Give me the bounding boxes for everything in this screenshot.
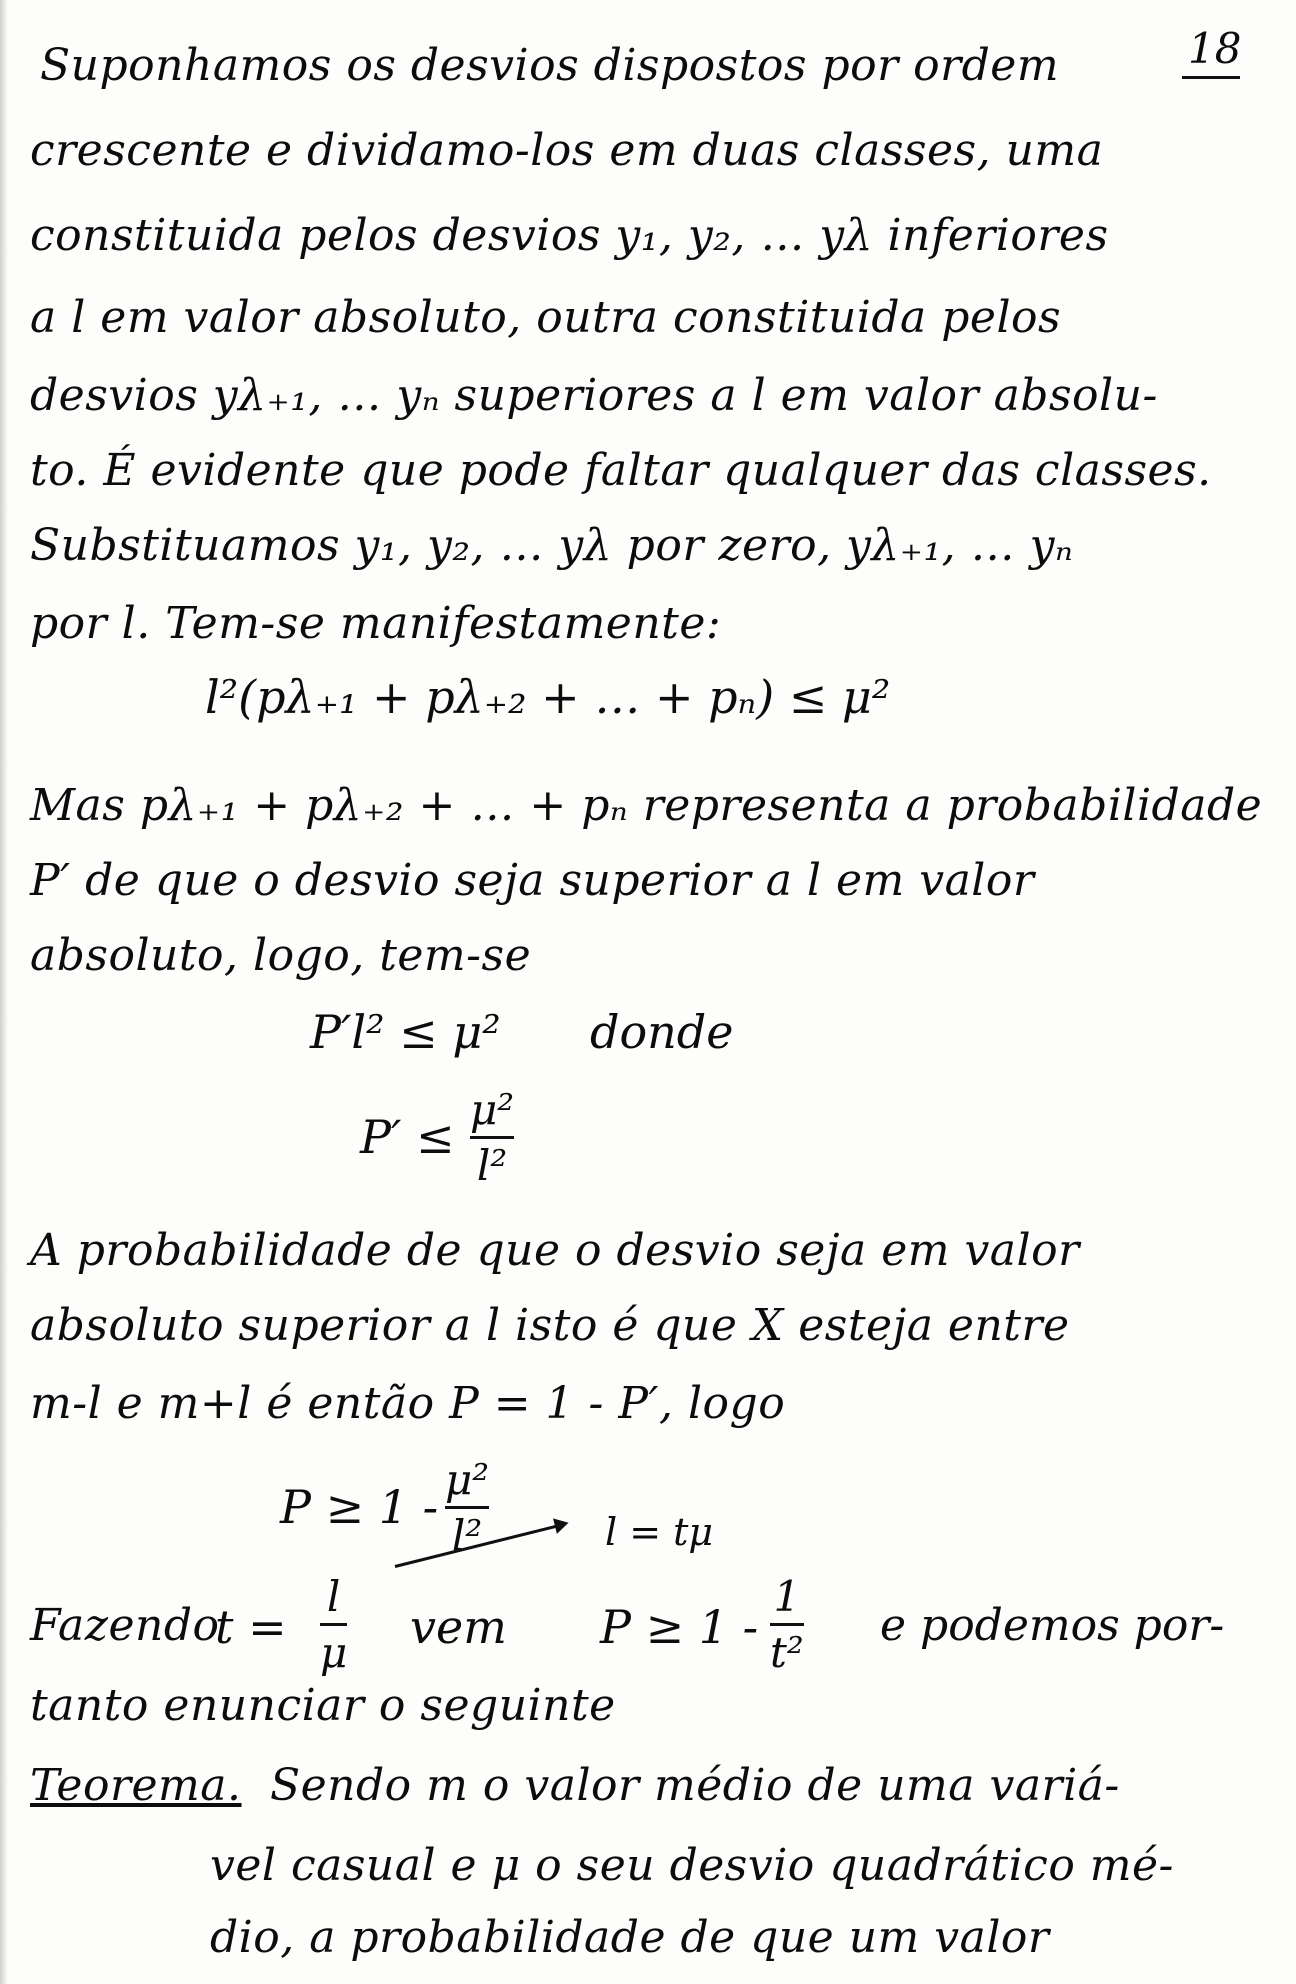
inequality-5-left: P ≥ 1 - — [600, 1600, 759, 1654]
fraction-numerator: μ² — [445, 1455, 490, 1504]
inequality-4-left: P ≥ 1 - — [280, 1480, 439, 1534]
note-l-equals-t-mu: l = tμ — [605, 1510, 714, 1554]
fraction-numerator: l — [326, 1572, 341, 1621]
fraction-numerator: μ² — [470, 1085, 515, 1134]
text-line-6: to. É evidente que pode faltar qualquer das classes. — [30, 445, 1212, 496]
fraction-denominator: μ — [320, 1628, 348, 1677]
fraction-numerator: 1 — [773, 1572, 801, 1621]
inequality-1: l²(pλ₊₁ + pλ₊₂ + … + pₙ) ≤ μ² — [205, 670, 891, 724]
text-line-5: desvios yλ₊₁, … yₙ superiores a l em valor absolu- — [30, 370, 1158, 421]
teorema-line-3: dio, a probabilidade de que um valor — [210, 1912, 1050, 1963]
text-line-10: P′ de que o desvio seja superior a l em valor — [30, 855, 1035, 906]
inequality-2: P′l² ≤ μ² — [310, 1005, 501, 1059]
fraction-mu2-over-l2 — [470, 1085, 514, 1190]
text-line-2: crescente e dividamo-los em duas classes, uma — [30, 125, 1104, 176]
page-number: 18 — [1188, 24, 1242, 73]
fraction-denominator: t² — [770, 1628, 804, 1677]
fraction-bar — [445, 1506, 489, 1509]
t-definition-left: t = — [215, 1600, 287, 1654]
text-line-7: Substituamos y₁, y₂, … yλ por zero, yλ₊₁, … yₙ — [30, 520, 1074, 571]
scan-edge — [0, 0, 8, 1984]
fraction-bar — [770, 1623, 804, 1626]
fraction-bar — [470, 1136, 514, 1139]
text-line-15: tanto enunciar o seguinte — [30, 1680, 616, 1731]
inequality-3-left: P′ ≤ — [360, 1110, 455, 1164]
teorema-label: Teorema. — [30, 1760, 242, 1811]
text-line-1: Suponhamos os desvios dispostos por ordem — [40, 40, 1060, 91]
teorema-line-2: vel casual e μ o seu desvio quadrático mé- — [210, 1840, 1174, 1891]
fraction-bar — [320, 1623, 347, 1626]
fraction-denominator: l² — [451, 1511, 483, 1560]
donde-word: donde — [590, 1005, 734, 1059]
text-line-11: absoluto, logo, tem-se — [30, 930, 532, 981]
text-line-4: a l em valor absoluto, outra constituida pelos — [30, 292, 1062, 343]
page-number-underline — [1182, 76, 1240, 79]
text-line-9: Mas pλ₊₁ + pλ₊₂ + … + pₙ representa a probabilidade — [30, 780, 1263, 831]
text-line-8: por l. Tem-se manifestamente: — [30, 598, 722, 649]
fazendo-word: Fazendo — [30, 1600, 220, 1651]
fraction-l-over-mu — [320, 1572, 347, 1677]
fraction-denominator: l² — [476, 1141, 508, 1190]
vem-word: vem — [410, 1600, 507, 1654]
fraction-1-over-t2 — [770, 1572, 804, 1677]
text-line-3: constituida pelos desvios y₁, y₂, … yλ inferiores — [30, 210, 1109, 261]
text-line-12: A probabilidade de que o desvio seja em valor — [30, 1225, 1080, 1276]
text-line-14: m-l e m+l é então P = 1 - P′, logo — [30, 1378, 786, 1429]
text-line-13: absoluto superior a l isto é que X esteja entre — [30, 1300, 1070, 1351]
teorema-line-1: Sendo m o valor médio de uma variá- — [270, 1760, 1120, 1811]
text-line-end: e podemos por- — [880, 1600, 1225, 1651]
